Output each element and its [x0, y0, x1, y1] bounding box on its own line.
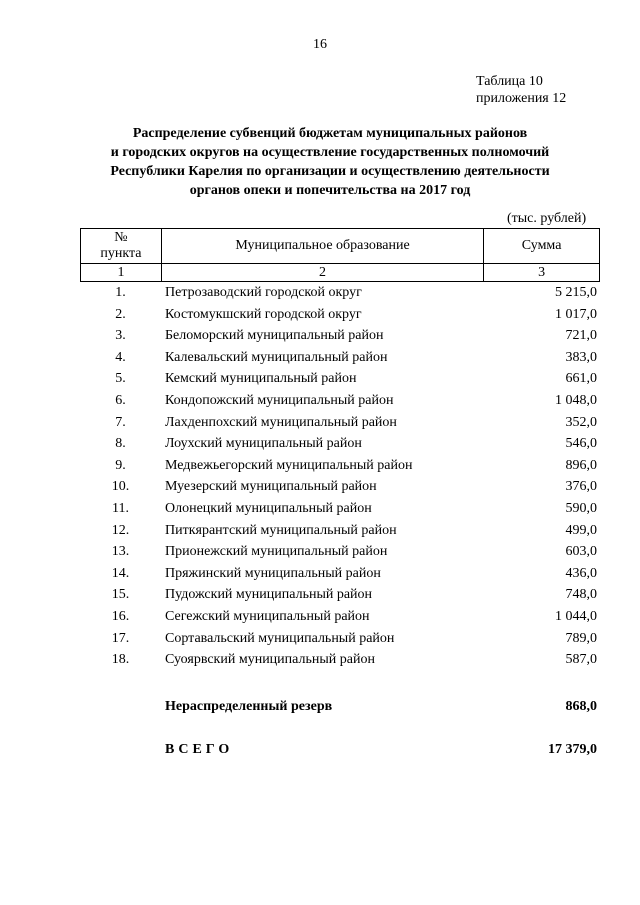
row-municipality: Лоухский муниципальный район: [165, 436, 362, 452]
row-sum: 546,0: [565, 436, 597, 452]
header-column-2: 2: [161, 264, 483, 282]
document-title: [60, 124, 600, 200]
table-row: [80, 458, 600, 480]
table-row: [80, 609, 600, 631]
reserve-label: Нераспределенный резерв: [165, 699, 333, 714]
table-row: [80, 415, 600, 437]
table-reference: [476, 73, 566, 107]
title-line-2: и городских округов на осуществление государственных полномочий: [110, 145, 550, 160]
row-number: 8.: [115, 436, 126, 452]
row-sum: 587,0: [565, 652, 597, 668]
table-row: [80, 501, 600, 523]
table-reference-line-1: Таблица 10: [476, 74, 543, 89]
row-sum: 376,0: [565, 479, 597, 495]
row-municipality: Суоярвский муниципальный район: [165, 652, 375, 668]
table-row: [80, 631, 600, 653]
reserve-sum: 868,0: [565, 699, 597, 714]
table-row: [80, 307, 600, 329]
row-municipality: Пряжинский муниципальный район: [165, 565, 381, 581]
row-number: 14.: [111, 565, 130, 581]
table-row: [80, 652, 600, 674]
header-column-1: 1: [81, 264, 162, 282]
row-municipality: Питкярантский муниципальный район: [165, 522, 397, 538]
row-sum: 896,0: [565, 457, 597, 473]
table-reference-line-2: приложения 12: [476, 91, 567, 106]
units-note: (тыс. рублей): [507, 211, 587, 226]
row-municipality: Пудожский муниципальный район: [165, 587, 373, 603]
row-sum: 603,0: [565, 544, 597, 560]
table-row: [80, 350, 600, 372]
row-number: 2.: [115, 306, 126, 322]
row-municipality: Кемский муниципальный район: [165, 371, 357, 387]
row-sum: 1 044,0: [555, 608, 597, 624]
header-municipality: Муниципальное образование: [161, 229, 483, 264]
table-row: [80, 587, 600, 609]
row-number: 1.: [115, 285, 126, 300]
row-municipality: Сортавальский муниципальный район: [165, 630, 395, 646]
row-municipality: Прионежский муниципальный район: [165, 544, 388, 560]
row-sum: 352,0: [565, 414, 597, 430]
row-municipality: Калевальский муниципальный район: [165, 349, 388, 365]
table-row: [80, 436, 600, 458]
row-municipality: Муезерский муниципальный район: [165, 479, 377, 495]
table-row: [80, 285, 600, 307]
table-body: [80, 285, 600, 674]
header-column-3: 3: [484, 264, 600, 282]
row-number: 15.: [111, 587, 130, 603]
row-municipality: Медвежьегорский муниципальный район: [165, 457, 413, 473]
row-number: 9.: [115, 457, 126, 473]
header-number-label: пункта: [100, 246, 142, 261]
total-label: ВСЕГО: [165, 742, 234, 757]
row-municipality: Беломорский муниципальный район: [165, 328, 384, 344]
row-sum: 499,0: [565, 522, 597, 538]
header-number-sign: №: [114, 230, 128, 245]
row-sum: 436,0: [565, 565, 597, 581]
row-municipality: Лахденпохский муниципальный район: [165, 414, 397, 430]
table-row: [80, 328, 600, 350]
row-sum: 5 215,0: [555, 285, 597, 300]
row-municipality: Костомукшский городской округ: [165, 306, 362, 322]
row-sum: 721,0: [565, 328, 597, 344]
row-number: 5.: [115, 371, 126, 387]
row-sum: 789,0: [565, 630, 597, 646]
row-number: 3.: [115, 328, 126, 344]
row-sum: 748,0: [565, 587, 597, 603]
row-municipality: Сегежский муниципальный район: [165, 608, 370, 624]
row-sum: 661,0: [565, 371, 597, 387]
row-sum: 1 017,0: [555, 306, 597, 322]
row-number: 11.: [112, 500, 129, 516]
header-item-number: [81, 229, 162, 264]
row-sum: 590,0: [565, 500, 597, 516]
table-row: [80, 393, 600, 415]
row-municipality: Петрозаводский городской округ: [165, 285, 362, 300]
row-municipality: Олонецкий муниципальный район: [165, 500, 372, 516]
total-sum: 17 379,0: [548, 742, 597, 757]
row-sum: 383,0: [565, 349, 597, 365]
row-number: 6.: [115, 392, 126, 408]
row-number: 10.: [111, 479, 130, 495]
title-line-3: Республики Карелия по организации и осуществлению деятельности: [110, 164, 550, 179]
table-row: [80, 479, 600, 501]
header-sum: Сумма: [484, 229, 600, 264]
table-header: [80, 228, 600, 282]
table-row: [80, 544, 600, 566]
row-number: 16.: [111, 608, 130, 624]
table-row: [80, 566, 600, 588]
page-number: 16: [313, 37, 327, 52]
title-line-4: органов опеки и попечительства на 2017 год: [189, 183, 471, 198]
row-number: 4.: [115, 349, 126, 365]
row-number: 12.: [111, 522, 130, 538]
row-number: 17.: [111, 630, 130, 646]
title-line-1: Распределение субвенций бюджетам муниципальных районов: [132, 126, 528, 141]
row-sum: 1 048,0: [555, 392, 597, 408]
row-number: 18.: [111, 652, 130, 668]
row-number: 7.: [115, 414, 126, 430]
table-row: [80, 371, 600, 393]
row-municipality: Кондопожский муниципальный район: [165, 392, 394, 408]
row-number: 13.: [111, 544, 130, 560]
table-row: [80, 523, 600, 545]
